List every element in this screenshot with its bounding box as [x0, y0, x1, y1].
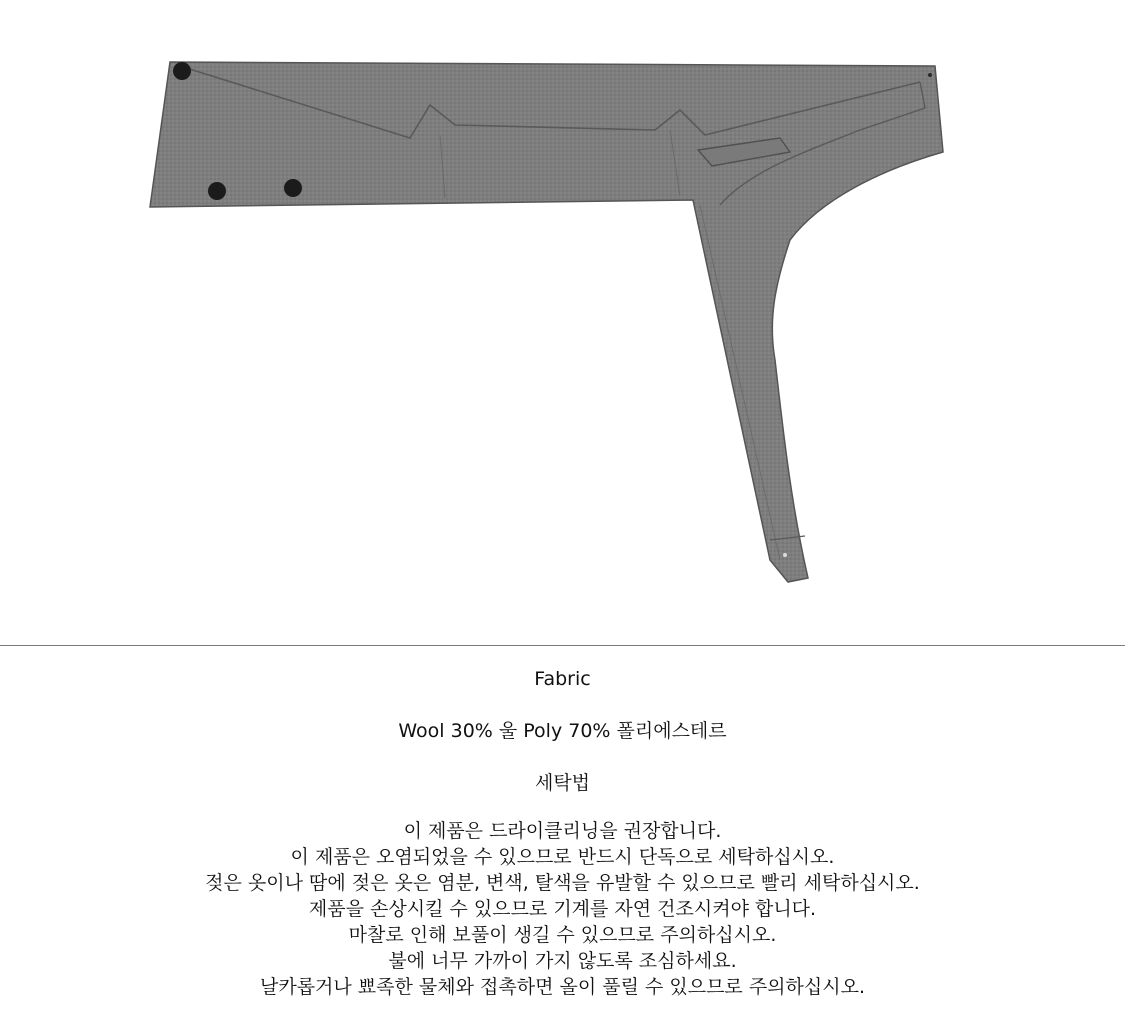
care-instruction: 제품을 손상시킬 수 있으므로 기계를 자연 건조시켜야 합니다. — [308, 898, 817, 920]
care-instructions — [0, 818, 1125, 1000]
right-end-dot — [928, 73, 932, 77]
section-divider — [0, 645, 1125, 646]
button-bottom-right-icon — [284, 179, 302, 197]
care-instruction: 젖은 옷이나 땀에 젖은 옷은 염분, 변색, 탈색을 유발할 수 있으므로 빨리 세탁하십시오. — [205, 872, 920, 894]
tail-buttonhole — [783, 553, 787, 557]
care-instruction: 마찰로 인해 보풀이 생길 수 있으므로 주의하십시오. — [348, 924, 777, 946]
care-instruction: 날카롭거나 뾰족한 물체와 접촉하면 올이 풀릴 수 있으므로 주의하십시오. — [260, 976, 865, 998]
fabric-heading: Fabric — [534, 668, 591, 690]
care-instruction: 불에 너무 가까이 가지 않도록 조심하세요. — [388, 950, 737, 972]
care-instruction: 이 제품은 오염되었을 수 있으므로 반드시 단독으로 세탁하십시오. — [290, 846, 835, 868]
garment-body — [150, 62, 943, 582]
button-bottom-left-icon — [208, 182, 226, 200]
care-instruction: 이 제품은 드라이클리닝을 권장합니다. — [403, 820, 722, 842]
fabric-composition: Wool 30% 울 Poly 70% 폴리에스테르 — [398, 720, 727, 742]
product-info — [0, 664, 1125, 1000]
button-top-icon — [173, 62, 191, 80]
care-heading: 세탁법 — [534, 772, 591, 794]
